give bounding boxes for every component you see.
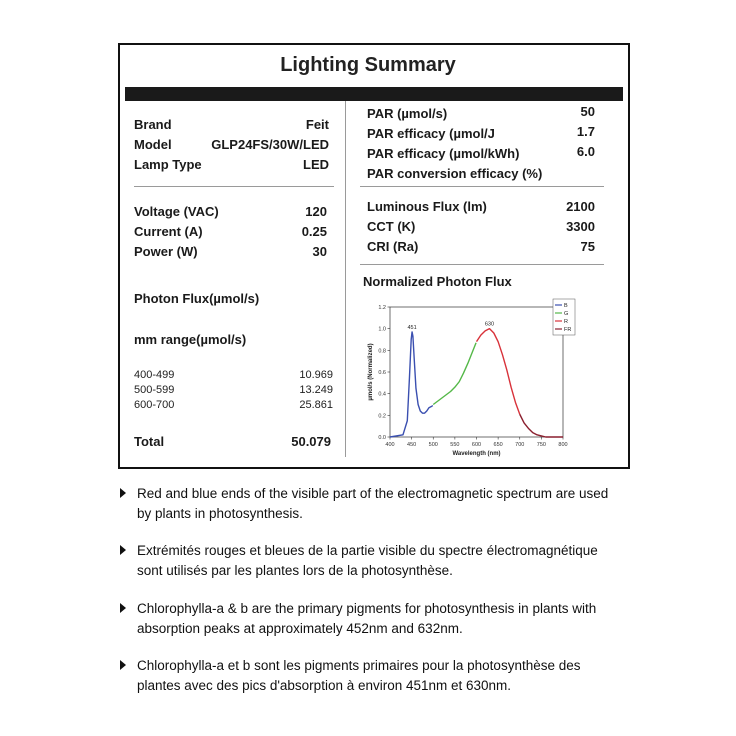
range-label: 400-499 [134, 369, 175, 381]
luminous-flux-label: Luminous Flux (lm) [367, 199, 487, 214]
current-label: Current (A) [134, 224, 203, 239]
total-value: 50.079 [291, 434, 331, 449]
lamp-type-value: LED [303, 157, 329, 172]
brand-value: Feit [305, 117, 329, 132]
x-tick-label: 800 [558, 442, 568, 448]
voltage-label: Voltage (VAC) [134, 204, 219, 219]
chart-title: Normalized Photon Flux [363, 274, 512, 289]
bullet-item [120, 484, 620, 528]
legend-label: G [564, 311, 569, 317]
divider-line [134, 186, 334, 187]
y-tick-label: 0.2 [378, 413, 386, 420]
cct-label: CCT (K) [367, 219, 416, 234]
x-tick-label: 400 [385, 442, 395, 448]
title-bar [125, 87, 623, 101]
x-tick-label: 650 [493, 442, 503, 448]
bullet-text: Red and blue ends of the visible part of the electromagnetic spectrum are used by plants in photosynthesis. [137, 486, 609, 521]
par-efficacy-label: PAR efficacy (µmol/J [367, 126, 495, 141]
y-tick-label: 0.8 [378, 348, 386, 355]
cri-label: CRI (Ra) [367, 239, 419, 254]
series-line-g [433, 343, 476, 405]
lamp-type-label: Lamp Type [134, 157, 202, 172]
bullet-item [120, 599, 620, 643]
bullet-text: Chlorophylla-a & b are the primary pigments for photosynthesis in plants with absorption peaks at approximately 452nm and 632nm. [137, 601, 597, 636]
cct-value: 3300 [566, 219, 595, 234]
bullet-item [120, 656, 620, 700]
total-label: Total [134, 434, 165, 449]
x-tick-label: 700 [515, 442, 525, 448]
cri-value: 75 [580, 239, 595, 254]
x-tick-label: 600 [471, 442, 482, 448]
x-tick-label: 550 [450, 442, 460, 448]
bullet-item [120, 541, 620, 585]
par-conversion-label: PAR conversion efficacy (%) [367, 166, 543, 181]
y-tick-label: 0.0 [378, 435, 386, 441]
bullet-text: Extrémités rouges et bleues de la partie visible du spectre électromagnétique sont utilisés par les plantes lors de la photosynthèse. [137, 543, 598, 578]
x-axis-label: Wavelength (nm) [452, 451, 501, 457]
summary-title: Lighting Summary [280, 54, 456, 76]
range-value: 13.249 [299, 384, 333, 396]
range-label: 500-599 [134, 384, 175, 396]
par-label: PAR (µmol/s) [367, 106, 448, 121]
par-efficacy-kwh-label: PAR efficacy (µmol/kWh) [367, 146, 520, 161]
divider-line [360, 186, 604, 187]
power-label: Power (W) [134, 244, 198, 259]
y-tick-label: 0.4 [378, 391, 386, 398]
legend-label: R [564, 319, 568, 325]
model-label: Model [134, 137, 172, 152]
arrow-bullet-icon [120, 603, 126, 613]
y-tick-label: 0.6 [378, 370, 386, 376]
x-tick-label: 750 [536, 442, 546, 448]
column-divider [345, 101, 346, 457]
voltage-value: 120 [305, 204, 327, 219]
peak-annotation: 451 [407, 324, 417, 331]
brand-label: Brand [134, 117, 172, 132]
range-value: 10.969 [299, 369, 333, 381]
par-efficacy-value: 1.7 [576, 124, 595, 139]
luminous-flux-value: 2100 [566, 199, 595, 214]
y-tick-label: 1.2 [378, 305, 386, 311]
par-efficacy-kwh-value: 6.0 [576, 144, 595, 159]
x-tick-label: 450 [407, 442, 417, 448]
range-label: 600-700 [134, 399, 175, 411]
series-line-r [477, 329, 520, 415]
legend-label: B [564, 303, 568, 309]
series-line-b [390, 332, 433, 437]
peak-annotation: 630 [484, 321, 495, 328]
photon-flux-label: Photon Flux(µmol/s) [134, 291, 260, 306]
arrow-bullet-icon [120, 488, 126, 498]
y-axis-label: µmol/s (Normalized) [368, 343, 374, 401]
divider-line [360, 264, 604, 265]
series-line-fr [520, 414, 563, 437]
legend-label: FR [564, 327, 572, 333]
bullet-text: Chlorophylla-a et b sont les pigments primaires pour la photosynthèse des plantes avec des pics d'absorption à environ 451nm et 630nm. [137, 658, 581, 693]
current-value: 0.25 [301, 224, 327, 239]
power-value: 30 [312, 244, 327, 259]
model-value: GLP24FS/30W/LED [211, 137, 329, 152]
arrow-bullet-icon [120, 545, 126, 555]
x-tick-label: 500 [428, 442, 438, 448]
range-value: 25.861 [299, 399, 333, 411]
y-tick-label: 1.0 [378, 326, 386, 333]
range-header-label: mm range(µmol/s) [134, 332, 247, 347]
arrow-bullet-icon [120, 660, 126, 670]
photon-flux-chart [350, 295, 590, 460]
par-value: 50 [580, 104, 595, 119]
